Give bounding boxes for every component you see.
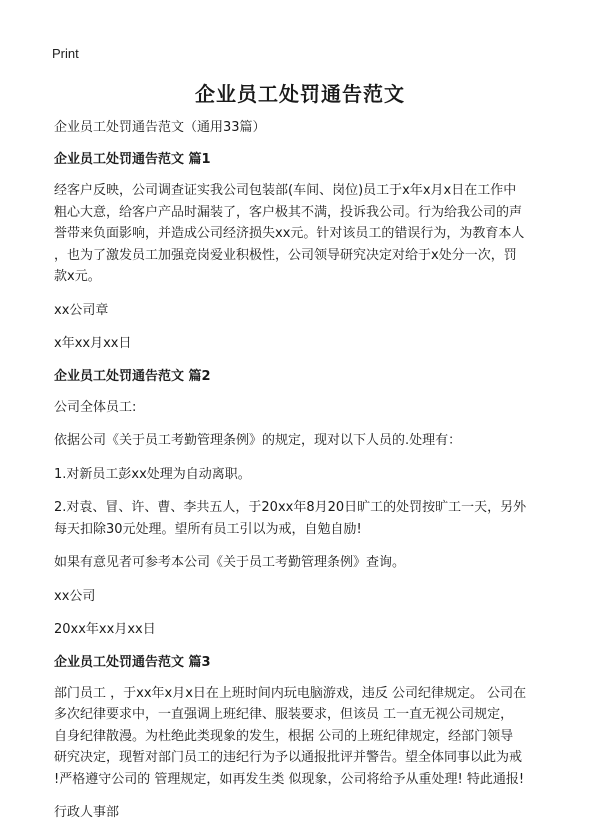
salutation: 公司全体员工:	[54, 399, 137, 415]
print-link[interactable]: Print	[52, 46, 79, 61]
document-subtitle: 企业员工处罚通告范文（通用33篇）	[54, 120, 266, 135]
section-3	[54, 653, 554, 824]
section-1	[54, 150, 554, 355]
paragraph: 部门员工 ，于xx年x月x日在上班时间内玩电脑游戏，违反 公司纪律规定。 公司在 多次纪律要求中，一直强调上班纪律、服装要求，但该员 工一直无视公司规定， 自身纪律散漫。为杜绝此类现象的发生，根据 公司的上班纪律规定，经部门领导 研究决定，现暂对部门员工的违纪行为予以通报批评并警告。望全体同事以此为戒 !严格遵守公司的 管理规定，如再发生类 似现象，公司将给予从重处理! 特此通报!	[54, 685, 527, 787]
section-heading: 企业员工处罚通告范文 篇1	[54, 152, 211, 167]
section-2	[54, 367, 554, 641]
list-item: 1.对新员工彭xx处理为自动离职。	[54, 466, 251, 482]
paragraph: 经客户反映，公司调查证实我公司包装部(车间、岗位)员工于x年x月x日在工作中 粗心大意，给客户产品时漏装了，客户极其不满，投诉我公司。行为给我公司的声 誉带来负面影响，并造成公司经济损失xx元。针对该员工的错误行为，为教育本人 ，也为了激发员工加强竞岗爱业积极性，公司领导研究决定对给于x处分一次，罚 款x元。	[54, 183, 525, 284]
company-name: xx公司	[54, 588, 96, 604]
page-title: 企业员工处罚通告范文	[195, 82, 405, 106]
paragraph: 依据公司《关于员工考勤管理条例》的规定，现对以下人员的.处理有：	[54, 433, 462, 448]
date-text: 20xx年xx月xx日	[54, 622, 156, 637]
company-seal-text: xx公司章	[54, 302, 109, 318]
paragraph: 如果有意见者可参考本公司《关于员工考勤管理条例》查询。	[54, 555, 406, 570]
section-heading: 企业员工处罚通告范文 篇3	[54, 654, 211, 670]
list-item: 2.对袁、冒、许、曹、李共五人，于20xx年8月20日旷工的处罚按旷工一天，另外 每天扣除30元处理。望所有员工引以为戒，自勉自励!	[54, 500, 527, 537]
date-text: x年xx月xx日	[54, 336, 132, 351]
section-heading: 企业员工处罚通告范文 篇2	[54, 368, 211, 384]
document-body	[54, 118, 554, 836]
department-signature: 行政人事部	[54, 805, 120, 820]
